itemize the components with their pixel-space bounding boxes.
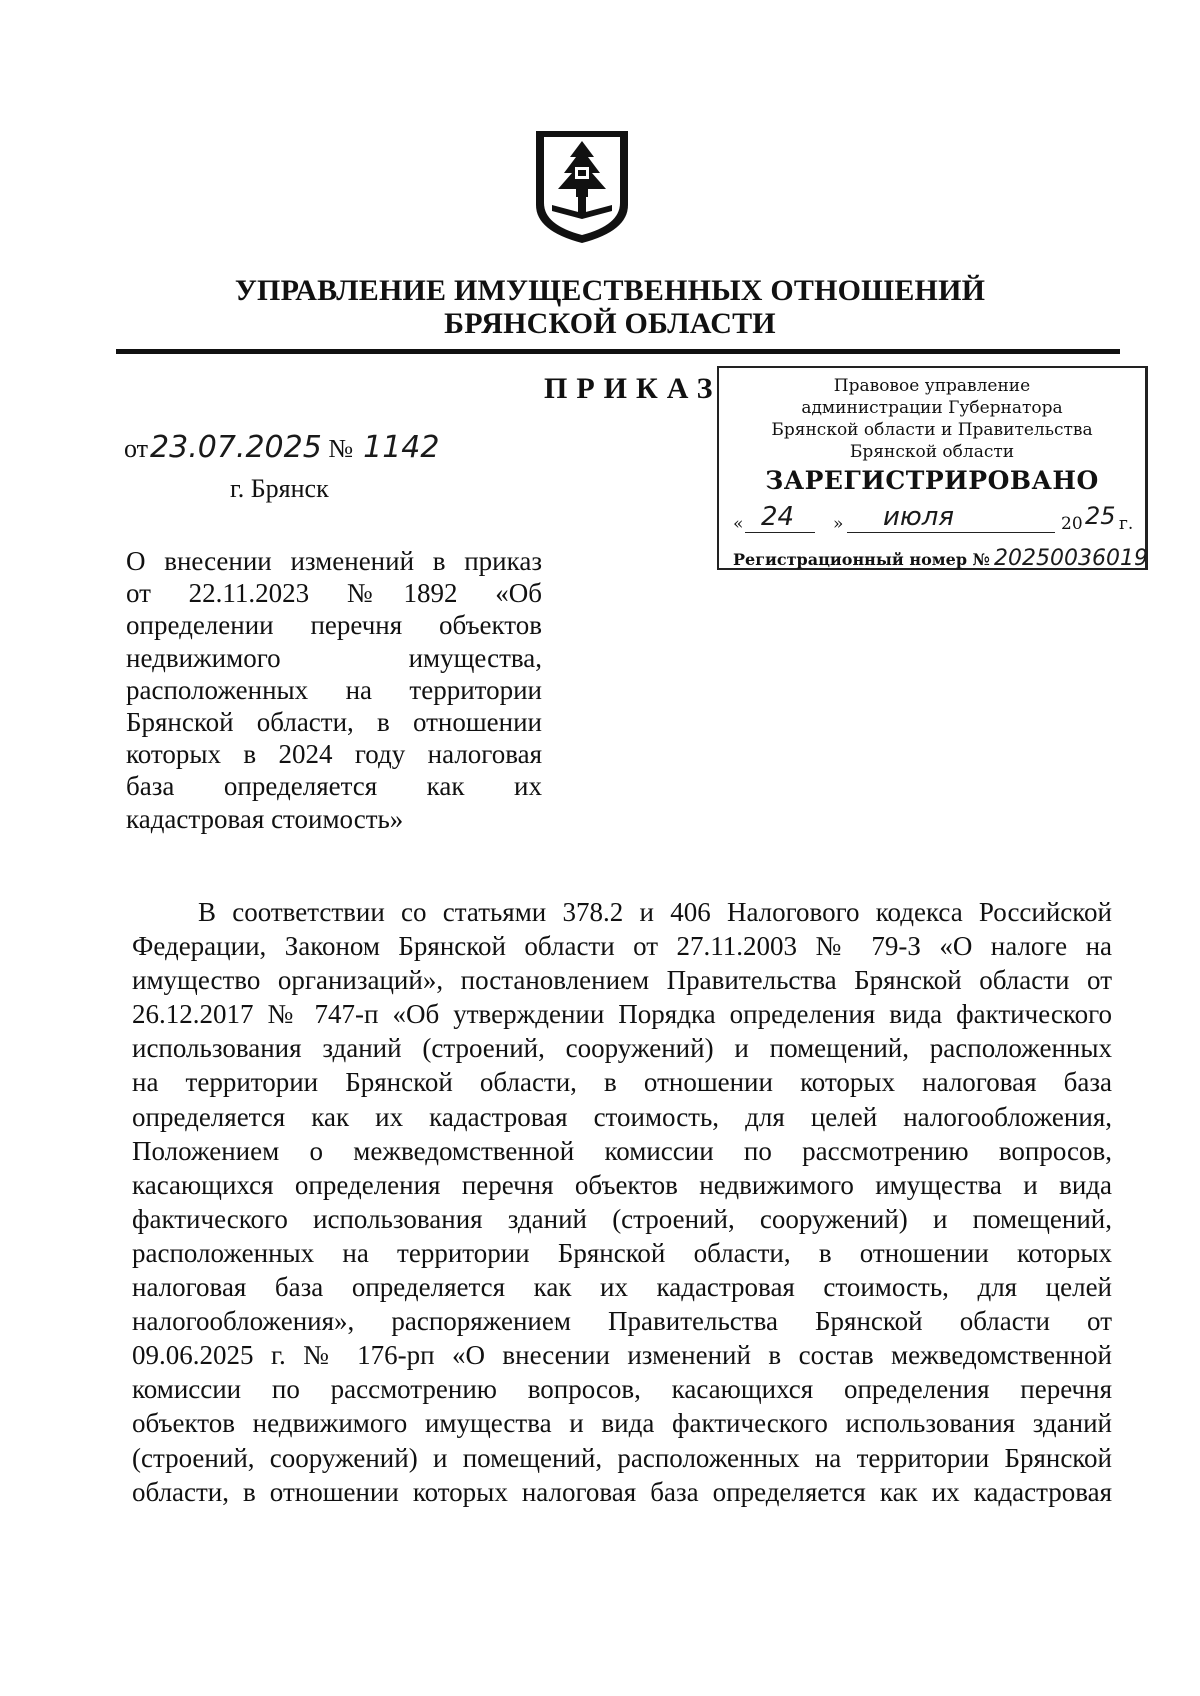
agency-name-line2: БРЯНСКОЙ ОБЛАСТИ — [444, 307, 776, 340]
subject-line: которых в 2024 году налоговая — [126, 739, 542, 770]
stamp-regnum-row — [733, 546, 1148, 571]
handwritten-number: 1142 — [363, 430, 440, 465]
stamp-close-quote: » — [833, 514, 844, 534]
body-line: определяется как их кадастровая стоимость, для целей налогообложения, — [132, 1101, 1112, 1132]
order-subject — [126, 545, 542, 835]
stamp-year-prefix: 20 — [1061, 514, 1083, 534]
stamp-line: администрации Губернатора — [801, 398, 1063, 418]
stamp-year-unit: г. — [1119, 514, 1134, 534]
stamp-line: Брянской области — [849, 442, 1015, 462]
body-line: В соответствии со статьями 378.2 и 406 Налогового кодекса Российской — [198, 897, 1112, 927]
body-line: имущество организаций», постановлением Правительства Брянской области от — [132, 965, 1112, 996]
body-line: Федерации, Законом Брянской области от 27.11.2003 № 79-З «О налоге на — [132, 931, 1112, 962]
stamp-line: Правовое управление — [833, 376, 1031, 396]
agency-name-line1: УПРАВЛЕНИЕ ИМУЩЕСТВЕННЫХ ОТНОШЕНИЙ — [234, 274, 986, 307]
subject-line: база определяется как их — [126, 771, 542, 802]
stamp-day: 24 — [761, 502, 795, 532]
body-line: Положением о межведомственной комиссии по рассмотрению вопросов, — [132, 1135, 1112, 1166]
date-prefix: от — [124, 434, 149, 463]
stamp-month: июля — [883, 502, 955, 532]
subject-line: кадастровая стоимость» — [126, 803, 404, 834]
stamp-registered-label: ЗАРЕГИСТРИРОВАНО — [765, 466, 1099, 495]
subject-line: Брянской области, в отношении — [126, 707, 542, 738]
order-body-text — [132, 895, 1112, 1509]
subject-line: определении перечня объектов — [126, 610, 542, 641]
number-prefix: № — [328, 434, 354, 463]
stamp-regnum-value: 20250036019 — [993, 546, 1148, 571]
body-line: налоговая база определяется как их кадастровая стоимость, для целей — [132, 1272, 1112, 1303]
stamp-year-suffix: 25 — [1085, 502, 1116, 530]
body-line: (строений, сооружений) и помещений, расположенных на территории Брянской — [132, 1442, 1112, 1473]
body-line: касающихся определения перечня объектов недвижимого имущества и вида — [132, 1169, 1112, 1200]
stamp-open-quote: « — [733, 514, 744, 534]
stamp-month-underline — [847, 532, 1055, 533]
body-line: фактического использования зданий (строений, сооружений) и помещений, — [132, 1203, 1112, 1234]
body-line: расположенных на территории Брянской области, в отношении которых — [132, 1237, 1112, 1268]
subject-line: О внесении изменений в приказ — [126, 546, 542, 576]
subject-line: недвижимого имущества, — [126, 642, 542, 673]
subject-line: от 22.11.2023 №1892 «Об — [126, 578, 542, 609]
body-line: налогообложения», распоряжением Правительства Брянской области от — [132, 1306, 1112, 1337]
body-line: области, в отношении которых налоговая база определяется как их кадастровая — [132, 1476, 1112, 1507]
stamp-regnum-label: Регистрационный номер № — [733, 550, 990, 569]
body-line: 09.06.2025 г. № 176-рп «О внесении изменений в состав межведомственной — [132, 1340, 1112, 1371]
body-line: комиссии по рассмотрению вопросов, касающихся определения перечня — [132, 1374, 1112, 1405]
coat-of-arms-emblem — [532, 127, 632, 245]
subject-line: расположенных на территории — [126, 674, 542, 705]
body-line: объектов недвижимого имущества и вида фактического использования зданий — [132, 1408, 1112, 1439]
body-line: использования зданий (строений, сооружений) и помещений, расположенных — [132, 1033, 1112, 1064]
city: г. Брянск — [230, 474, 329, 503]
stamp-day-underline — [745, 532, 815, 533]
stamp-line: Брянской области и Правительства — [771, 420, 1093, 440]
registration-stamp — [717, 366, 1148, 570]
body-line: 26.12.2017 № 747-п «Об утверждении Порядка определения вида фактического — [132, 999, 1112, 1030]
header-divider — [116, 349, 1120, 354]
handwritten-date: 23.07.2025 — [150, 430, 322, 465]
document-type-title: ПРИКАЗ — [544, 372, 722, 405]
body-line: на территории Брянской области, в отношении которых налоговая база — [132, 1067, 1112, 1098]
order-date-number — [124, 430, 439, 465]
